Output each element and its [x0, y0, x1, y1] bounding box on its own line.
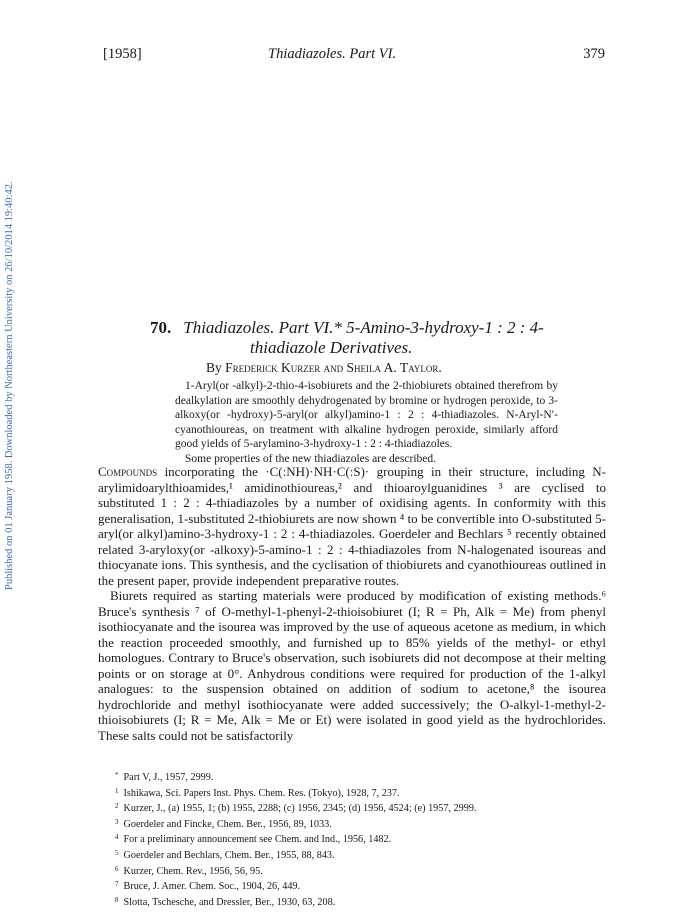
footnote: $^5$ Goerdeler and Bechlars, Chem. Ber., 1955, 88, 843. — [115, 848, 335, 861]
footnote: $^3$ Goerdeler and Fincke, Chem. Ber., 1956, 89, 1033. — [115, 817, 332, 830]
running-title: Thiadiazoles. Part VI. — [268, 46, 397, 62]
footnote: $^7$ Bruce, J. Amer. Chem. Soc., 1904, 26, 449. — [115, 880, 301, 893]
abstract-paragraph: Some properties of the new thiadiazoles are described. — [185, 452, 436, 465]
article-title — [150, 318, 580, 338]
page-number: 379 — [583, 46, 605, 62]
abstract-paragraph: 1-Aryl(or -alkyl)-2-thio-4-isobiurets and the 2-thiobiurets obtained therefrom by dealkylation are smoothly dehydrogenated by bromine or hydrogen peroxide, to 3-alkoxy(or -hydroxy)-5-aryl(or alkyl)amino-1 : 2 : 4-thiadiazoles. N-Aryl-N′-cyanothioureas, on treatment with alkaline hydrogen peroxide, similarly afford good yields of 5-arylamino-3-hydroxy-1 : 2 : 4-thiadiazoles. — [175, 380, 558, 451]
author-line — [206, 360, 442, 376]
footnote: $^4$ For a preliminary announcement see Chem. and Ind., 1956, 1482. — [115, 833, 392, 846]
footnote: * Part V, J., 1957, 2999. — [115, 771, 214, 783]
article-body — [98, 464, 606, 743]
authors: Frederick Kurzer and Sheila A. Taylor. — [225, 360, 442, 375]
authors-prefix: By — [206, 360, 222, 375]
article-number: 70. — [150, 318, 172, 337]
publication-side-note: Published on 01 January 1958. Downloaded by Northeastern University on 26/10/2014 19:40:42. — [4, 181, 15, 590]
page-header — [103, 46, 605, 68]
footnotes — [115, 769, 595, 909]
lead-word: Compounds — [98, 464, 158, 479]
abstract — [175, 379, 558, 467]
body-paragraph — [98, 464, 606, 588]
footnote: $^1$ Ishikawa, Sci. Papers Inst. Phys. Chem. Res. (Tokyo), 1928, 7, 237. — [115, 786, 400, 799]
title-line-2: thiadiazole Derivatives. — [250, 338, 413, 357]
footnote: $^8$ Slotta, Tschesche, and Dressler, Ber., 1930, 63, 208. — [115, 895, 336, 908]
journal-year: [1958] — [103, 46, 142, 62]
footnote: $^2$ Kurzer, J., (a) 1955, 1; (b) 1955, 2288; (c) 1956, 2345; (d) 1956, 4524; (e) 1957, 2999. — [115, 802, 477, 815]
body-paragraph: Biurets required as starting materials were produced by modification of existing methods.⁶ Bruce's synthesis ⁷ of O-methyl-1-phenyl-2-thioisobiuret (I; R = Ph, Alk = Me) from phenyl isothiocyanate and the isourea was improved by the use of aqueous acetone as medium, in which the reaction proceeded smoothly, and furnished up to 85% yields of the methyl- or ethyl homologues. Contrary to Bruce's observation, such isobiurets did not decompose at their melting points or on storage at 0°. Anhydrous conditions were required for production of the 1-alkyl analogues: to the suspension obtained on addition of sodium to acetone,⁸ the isourea hydrochloride and methyl isothiocyanate were added successively; the O-alkyl-1-methyl-2-thioisobiurets (I; R = Me, Alk = Me or Et) were isolated in good yield as the hydrochlorides. These salts could not be satisfactorily — [98, 588, 606, 743]
title-line-1: Thiadiazoles. Part VI.* 5-Amino-3-hydroxy-1 : 2 : 4- — [183, 318, 544, 337]
footnote: $^6$ Kurzer, Chem. Rev., 1956, 56, 95. — [115, 864, 263, 877]
paragraph-text: incorporating the ·C(:NH)·NH·C(:S)· grouping in their structure, including N-arylimidoarylthioamides,¹ amidinothioureas,² and thioaroylguanidines ³ are cyclised to substituted 1 : 2 : 4-thiadiazoles by a number of oxidising agents. In conformity with this generalisation, 1-substituted 2-thiobiurets are now shown ⁴ to be convertible into O-substituted 5-aryl(or alkyl)amino-3-hydroxy-1 : 2 : 4-thiadiazoles. Goerdeler and Bechlars ⁵ recently obtained related 3-aryloxy(or -alkoxy)-5-amino-1 : 2 : 4-thiadiazoles from N-halogenated isoureas and thiocyanate ions. This synthesis, and the cyclisation of thiobiurets and cyanothioureas outlined in the present paper, provide independent preparative routes. — [98, 464, 606, 588]
